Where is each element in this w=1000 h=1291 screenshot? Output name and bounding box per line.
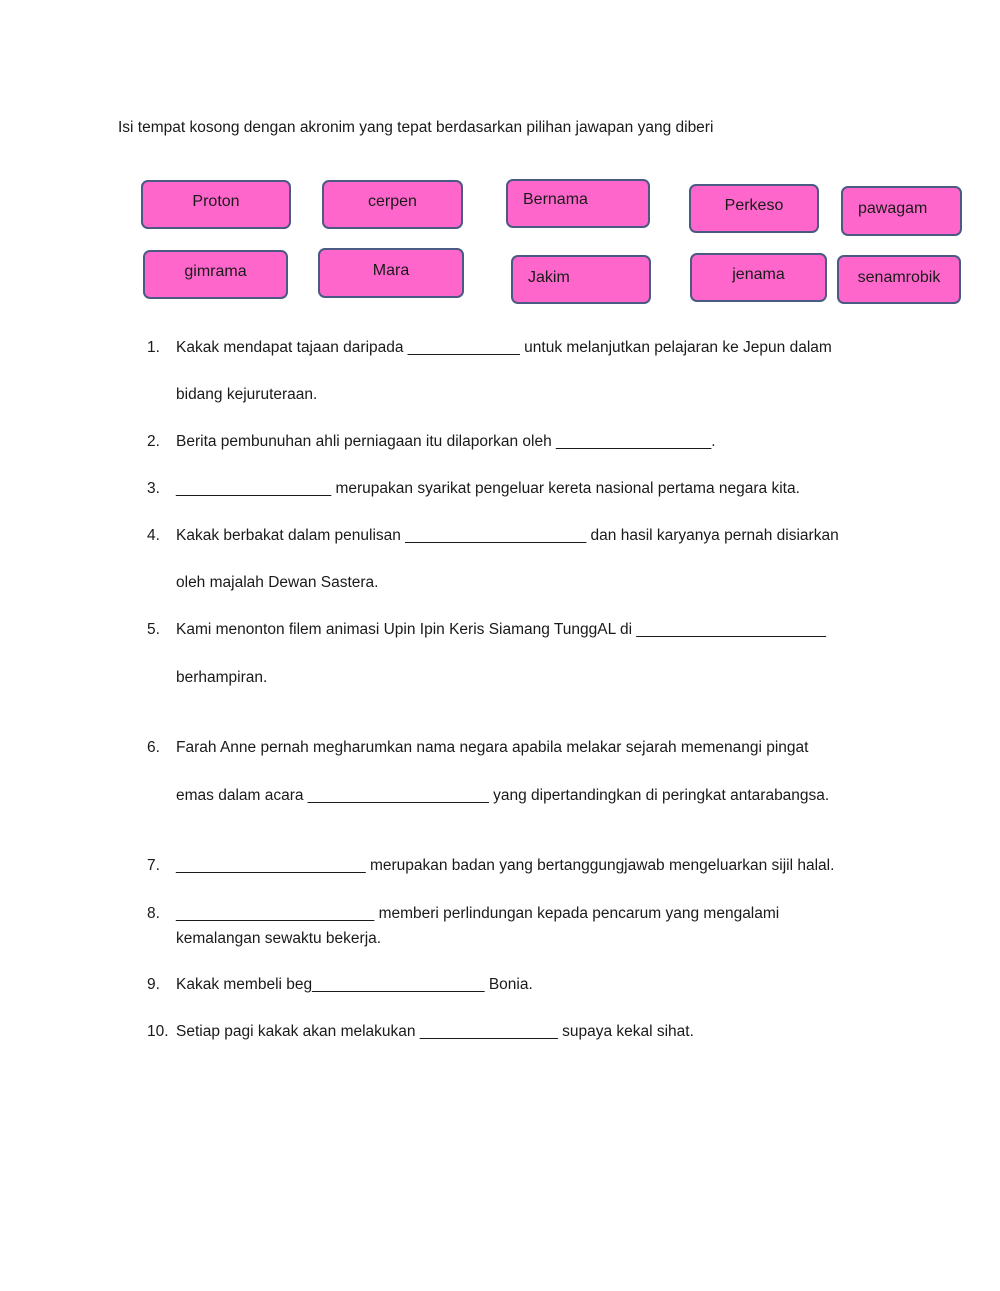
- question-text: Kami menonton filem animasi Upin Ipin Keris Siamang TunggAL di ______________________: [176, 621, 827, 638]
- question-number: 5.: [147, 621, 160, 638]
- question-number: 9.: [147, 976, 160, 993]
- question-text: Kakak berbakat dalam penulisan _____________________ dan hasil karyanya pernah disiarkan: [176, 527, 839, 544]
- answer-chip-bernama[interactable]: Bernama: [506, 179, 650, 228]
- question-text: berhampiran.: [176, 669, 268, 686]
- question-text: Berita pembunuhan ahli perniagaan itu dilaporkan oleh __________________.: [176, 433, 716, 450]
- instruction-text: Isi tempat kosong dengan akronim yang tepat berdasarkan pilihan jawapan yang diberi: [118, 119, 714, 136]
- answer-chip-cerpen[interactable]: cerpen: [322, 180, 463, 229]
- question-text: kemalangan sewaktu bekerja.: [176, 930, 382, 947]
- answer-chip-jenama[interactable]: jenama: [690, 253, 827, 302]
- question-text: oleh majalah Dewan Sastera.: [176, 574, 379, 591]
- answer-chip-mara[interactable]: Mara: [318, 248, 464, 298]
- answer-chip-proton[interactable]: Proton: [141, 180, 291, 229]
- question-number: 1.: [147, 339, 160, 356]
- answer-chip-pawagam[interactable]: pawagam: [841, 186, 962, 236]
- answer-chip-senamrobik[interactable]: senamrobik: [837, 255, 961, 304]
- question-text: _______________________ memberi perlindungan kepada pencarum yang mengalami: [176, 905, 780, 922]
- question-text: bidang kejuruteraan.: [176, 386, 318, 403]
- question-number: 10.: [147, 1023, 169, 1040]
- answer-chip-gimrama[interactable]: gimrama: [143, 250, 288, 299]
- question-text: Setiap pagi kakak akan melakukan ________________ supaya kekal sihat.: [176, 1023, 694, 1040]
- question-text: Kakak membeli beg____________________ Bonia.: [176, 976, 533, 993]
- answer-chip-jakim[interactable]: Jakim: [511, 255, 651, 304]
- question-number: 7.: [147, 857, 160, 874]
- question-number: 4.: [147, 527, 160, 544]
- question-text: Kakak mendapat tajaan daripada _____________ untuk melanjutkan pelajaran ke Jepun dalam: [176, 339, 832, 356]
- question-number: 6.: [147, 739, 160, 756]
- question-number: 2.: [147, 433, 160, 450]
- question-text: __________________ merupakan syarikat pengeluar kereta nasional pertama negara kita.: [176, 480, 800, 497]
- question-text: emas dalam acara _____________________ yang dipertandingkan di peringkat antarabangsa.: [176, 787, 830, 804]
- question-number: 3.: [147, 480, 160, 497]
- question-text: ______________________ merupakan badan yang bertanggungjawab mengeluarkan sijil halal.: [176, 857, 835, 874]
- question-number: 8.: [147, 905, 160, 922]
- question-text: Farah Anne pernah megharumkan nama negara apabila melakar sejarah memenangi pingat: [176, 739, 809, 756]
- answer-chip-perkeso[interactable]: Perkeso: [689, 184, 819, 233]
